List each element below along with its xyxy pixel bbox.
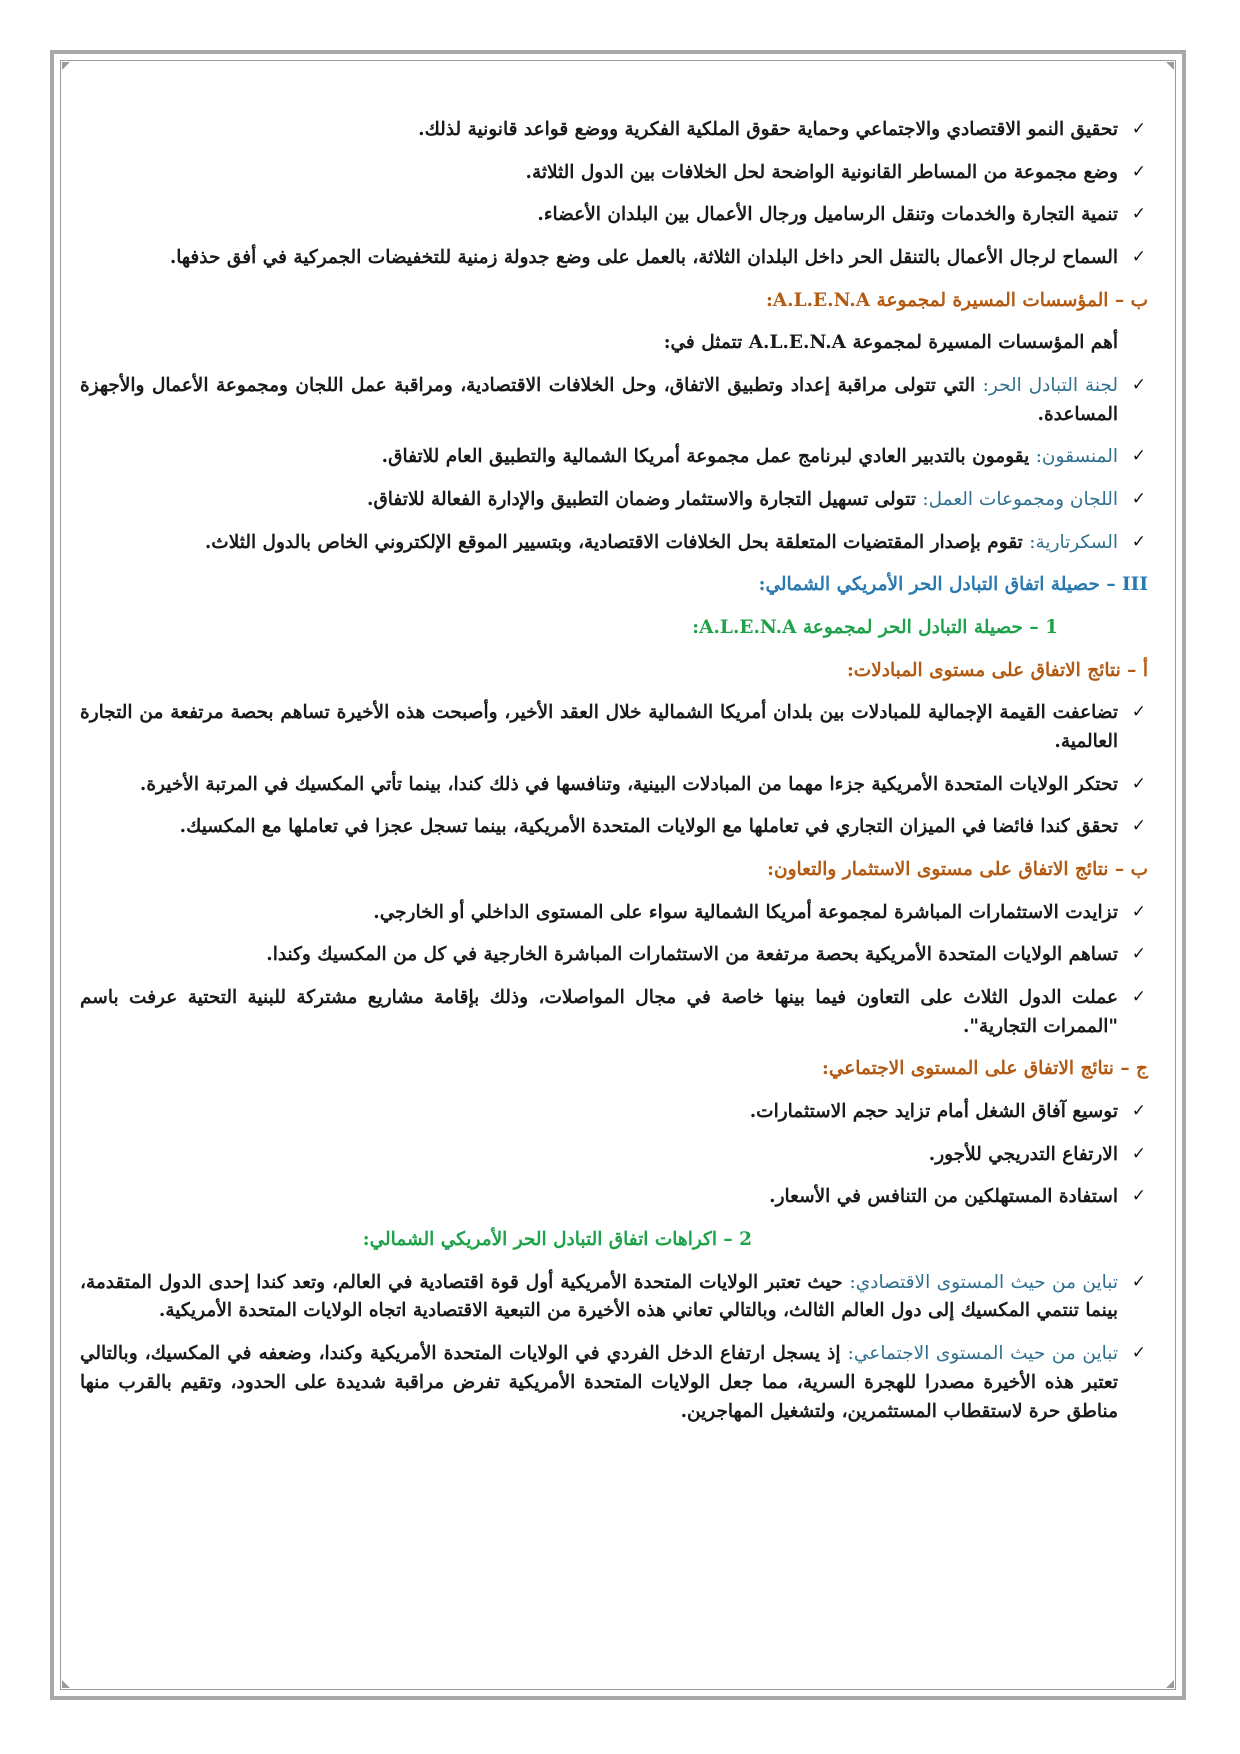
checkmark-icon: ✓ — [1131, 119, 1146, 139]
section-heading-institutions: ب – المؤسسات المسيرة لمجموعة A.L.E.N.A: — [765, 289, 1148, 311]
section-heading-exchanges: أ – نتائج الاتفاق على مستوى المبادلات: — [846, 659, 1148, 681]
list-item: ✓ السماح لرجال الأعمال بالتنقل الحر داخل البلدان الثلاثة، بالعمل على وضع جدولة زمنية للتخفيضات الجمركية في أفق حذفها. — [80, 244, 1148, 273]
checkmark-icon: ✓ — [1131, 247, 1146, 268]
list-item: ✓ تضاعفت القيمة الإجمالية للمبادلات بين بلدان أمريكا الشمالية خلال العقد الأخير، وأصبحت هذه الأخيرة تساهم بحصة مرتفعة من التجارة العالمية. — [80, 699, 1148, 756]
item-label: تباين من حيث المستوى الاجتماعي: — [847, 1343, 1118, 1365]
list-item: ✓ تحقيق النمو الاقتصادي والاجتماعي وحماية حقوق الملكية الفكرية ووضع قواعد قانونية لذلك. — [80, 116, 1148, 145]
checkmark-icon: ✓ — [1131, 773, 1146, 794]
list-item: ✓ تحتكر الولايات المتحدة الأمريكية جزءا مهما من المبادلات البينية، وتنافسها في ذلك كندا، بينما تأتي المكسيك في المرتبة الأخيرة. — [80, 771, 1148, 800]
list-item: ✓ اللجان ومجموعات العمل: تتولى تسهيل التجارة والاستثمار وضمان التطبيق والإدارة الفعالة للاتفاق. — [80, 486, 1148, 515]
checkmark-icon: ✓ — [1131, 1271, 1146, 1292]
checkmark-icon: ✓ — [1131, 816, 1146, 837]
list-item: ✓ الارتفاع التدريجي للأجور. — [80, 1141, 1148, 1170]
subsection-heading-outcome: 1 – حصيلة التبادل الحر لمجموعة A.L.E.N.A: — [692, 617, 1058, 639]
checkmark-icon: ✓ — [1131, 702, 1146, 723]
list-item: ✓ السكرتارية: تقوم بإصدار المقتضيات المتعلقة بحل الخلافات الاقتصادية، وبتسيير الموقع الإلكتروني الخاص بالدول الثلاث. — [80, 529, 1148, 558]
list-item: ✓ توسيع آفاق الشغل أمام تزايد حجم الاستثمارات. — [80, 1098, 1148, 1127]
list-item: ✓ تساهم الولايات المتحدة الأمريكية بحصة مرتفعة من الاستثمارات المباشرة الخارجية في كل من المكسيك وكندا. — [80, 941, 1148, 970]
list-item: ✓ المنسقون: يقومون بالتدبير العادي لبرنامج عمل مجموعة أمريكا الشمالية والتطبيق العام للاتفاق. — [80, 443, 1148, 472]
corner-ornament-top-right — [1166, 62, 1174, 70]
item-label: السكرتارية: — [1029, 531, 1118, 553]
list-item: ✓ عملت الدول الثلاث على التعاون فيما بينها خاصة في مجال المواصلات، وذلك بإقامة مشاريع مشتركة للبنية التحتية عرفت باسم "الممرات التجارية". — [80, 984, 1148, 1041]
list-item: ✓ تحقق كندا فائضا في الميزان التجاري في تعاملها مع الولايات المتحدة الأمريكية، بينما تسجل عجزا في تعاملها مع المكسيك. — [80, 813, 1148, 842]
list-item: ✓ وضع مجموعة من المساطر القانونية الواضحة لحل الخلافات بين الدول الثلاثة. — [80, 159, 1148, 188]
subsection-heading-constraints: 2 – اكراهات اتفاق التبادل الحر الأمريكي الشمالي: — [362, 1229, 752, 1251]
corner-ornament-top-left — [62, 62, 70, 70]
document-body — [80, 116, 1148, 1440]
item-label: اللجان ومجموعات العمل: — [922, 489, 1118, 511]
checkmark-icon: ✓ — [1131, 489, 1146, 510]
section-intro: أهم المؤسسات المسيرة لمجموعة A.L.E.N.A تتمثل في: — [663, 332, 1118, 354]
section-heading-outcome: III – حصيلة اتفاق التبادل الحر الأمريكي الشمالي: — [758, 574, 1148, 596]
checkmark-icon: ✓ — [1131, 446, 1146, 467]
checkmark-icon: ✓ — [1131, 1143, 1146, 1164]
checkmark-icon: ✓ — [1131, 1343, 1146, 1364]
checkmark-icon: ✓ — [1131, 1101, 1146, 1122]
section-heading-investment: ب – نتائج الاتفاق على مستوى الاستثمار والتعاون: — [767, 859, 1148, 881]
checkmark-icon: ✓ — [1131, 375, 1146, 396]
item-label: تباين من حيث المستوى الاقتصادي: — [849, 1271, 1118, 1293]
list-item: ✓ استفادة المستهلكين من التنافس في الأسعار. — [80, 1183, 1148, 1212]
checkmark-icon: ✓ — [1131, 944, 1146, 965]
corner-ornament-bottom-left — [62, 1680, 70, 1688]
checkmark-icon: ✓ — [1131, 531, 1146, 552]
section-heading-social: ج – نتائج الاتفاق على المستوى الاجتماعي: — [822, 1058, 1148, 1080]
list-item: ✓ تزايدت الاستثمارات المباشرة لمجموعة أمريكا الشمالية سواء على المستوى الداخلي أو الخارجي. — [80, 899, 1148, 928]
list-item: ✓ تنمية التجارة والخدمات وتنقل الرساميل ورجال الأعمال بين البلدان الأعضاء. — [80, 201, 1148, 230]
checkmark-icon: ✓ — [1131, 901, 1146, 922]
list-item: ✓ تباين من حيث المستوى الاجتماعي: إذ يسجل ارتفاع الدخل الفردي في الولايات المتحدة الأمريكية وكندا، وضعفه في المكسيك، وبالتالي تعتبر هذه الأخيرة مصدرا للهجرة السرية، مما جعل الولايات المتحدة الأمريكية تفرض مراقبة شديدة على الحدود، وتقيم بالقرب منها مناطق حرة لاستقطاب المستثمرين، ولتشغيل المهاجرين. — [80, 1340, 1148, 1426]
list-item: ✓ تباين من حيث المستوى الاقتصادي: حيث تعتبر الولايات المتحدة الأمريكية أول قوة اقتصادية في العالم، وتعد كندا إحدى الدول المتقدمة، بينما تنتمي المكسيك إلى دول العالم الثالث، وبالتالي تعاني هذه الأخيرة من التبعية الاقتصادية اتجاه الولايات المتحدة الأمريكية. — [80, 1269, 1148, 1326]
item-label: لجنة التبادل الحر: — [982, 375, 1118, 397]
checkmark-icon: ✓ — [1131, 204, 1146, 225]
list-item: ✓ لجنة التبادل الحر: التي تتولى مراقبة إعداد وتطبيق الاتفاق، وحل الخلافات الاقتصادية، ومراقبة عمل اللجان ومجموعة الأعمال والأجهزة المساعدة. — [80, 372, 1148, 429]
corner-ornament-bottom-right — [1166, 1680, 1174, 1688]
checkmark-icon: ✓ — [1131, 1186, 1146, 1207]
item-label: المنسقون: — [1035, 446, 1118, 468]
checkmark-icon: ✓ — [1131, 987, 1146, 1008]
checkmark-icon: ✓ — [1131, 161, 1146, 182]
